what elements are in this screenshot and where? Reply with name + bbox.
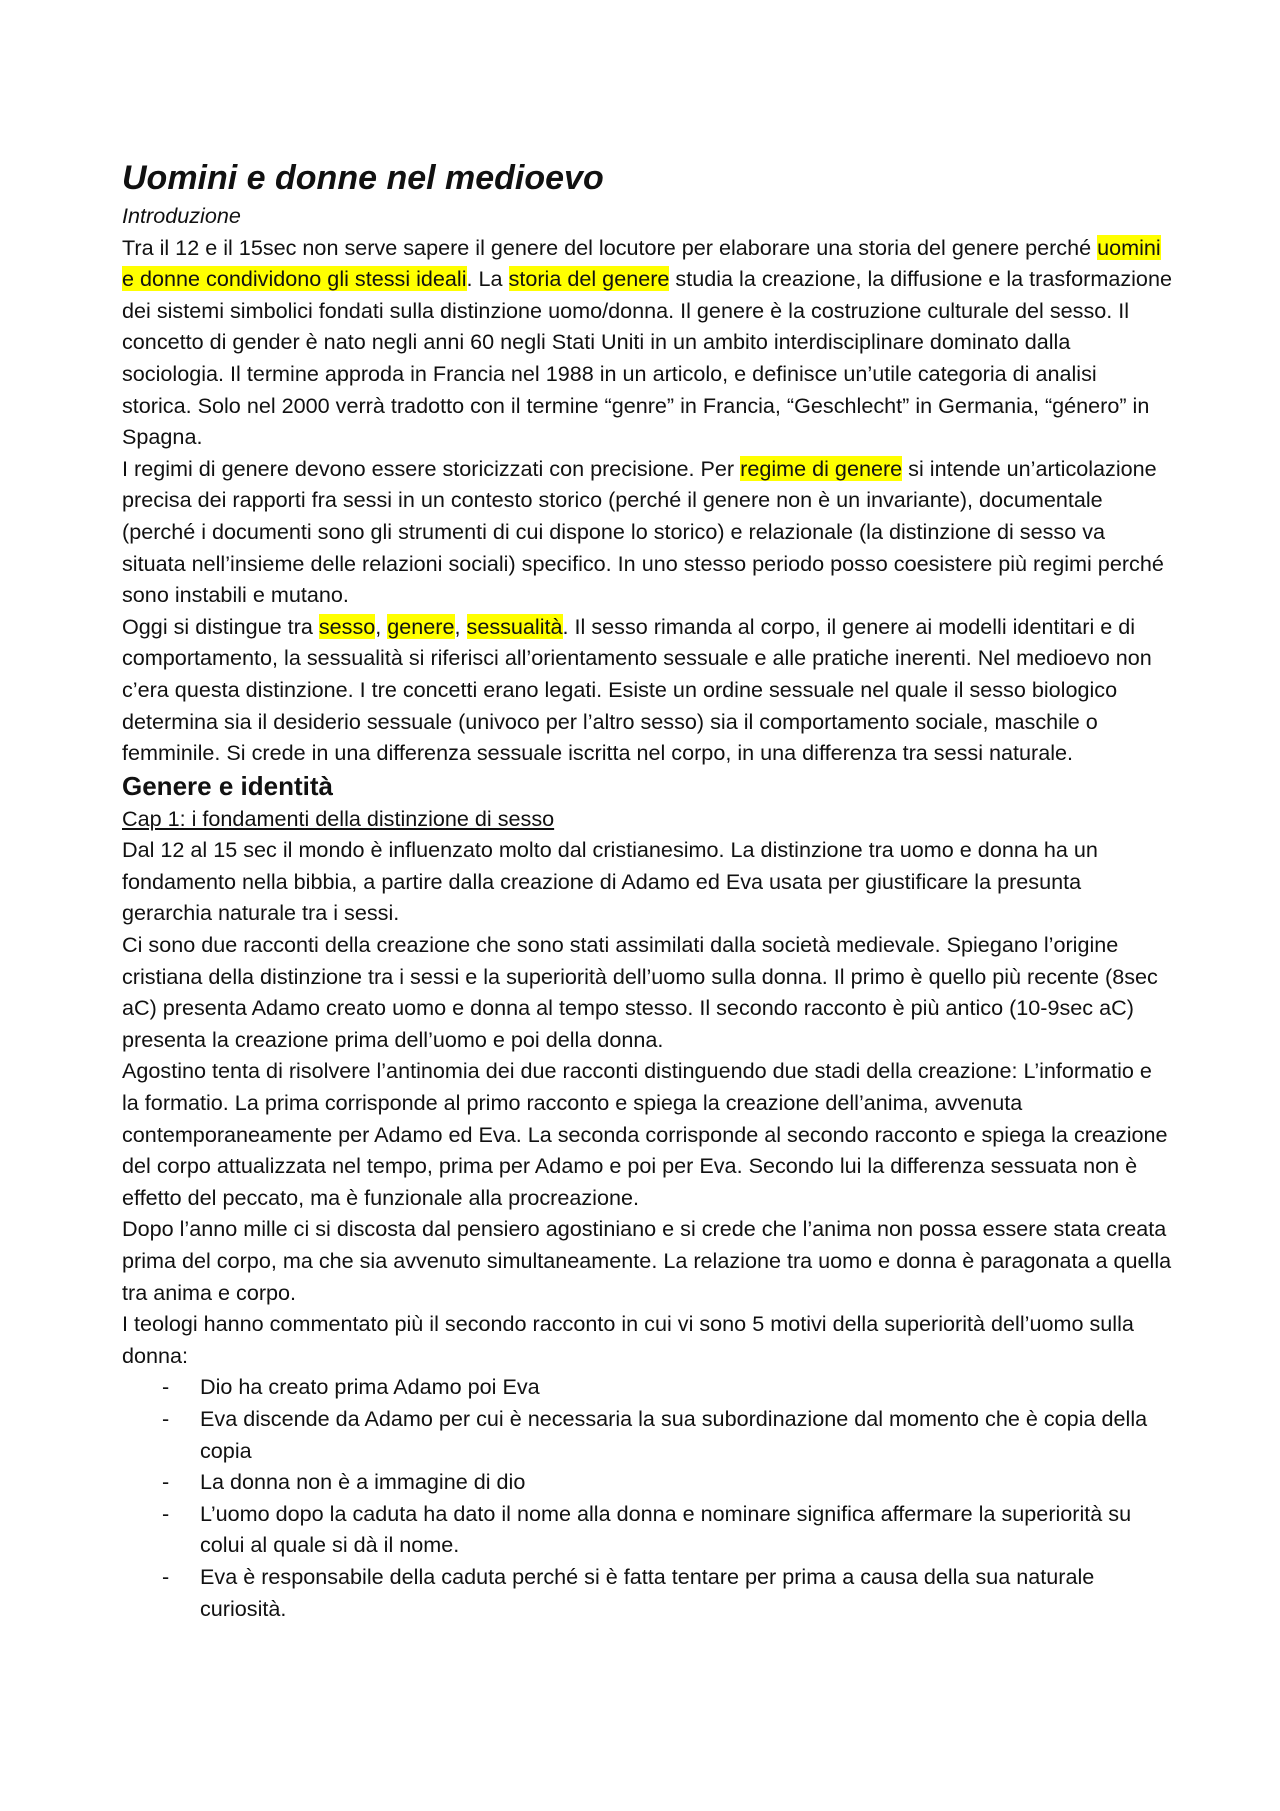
list-item: - Dio ha creato prima Adamo poi Eva: [122, 1371, 1172, 1403]
intro-paragraph-2: [122, 453, 1172, 611]
superiority-list: [122, 1371, 1172, 1624]
highlight-regime-di-genere: regime di genere: [740, 455, 903, 481]
document-page: [122, 156, 1172, 1624]
section-paragraph-3: Agostino tenta di risolvere l’antinomia dei due racconti distinguendo due stadi della creazione: L’informatio e la formatio. La prima corrisponde al primo racconto e spiega la creazione dell’anima, avvenuta contemporaneamente per Adamo ed Eva. La seconda corrisponde al secondo racconto e spiega la creazione del corpo attualizzata nel tempo, prima per Adamo e poi per Eva. Secondo lui la differenza sessuata non è effetto del peccato, ma è funzionale alla procreazione.: [122, 1058, 1168, 1210]
highlight-genere: genere: [387, 613, 455, 639]
text-run: ,: [375, 613, 388, 639]
list-item: - La donna non è a immagine di dio: [122, 1466, 1172, 1498]
text-run: ,: [454, 613, 467, 639]
section-paragraph-1: Dal 12 al 15 sec il mondo è influenzato molto dal cristianesimo. La distinzione tra uomo e donna ha un fondamento nella bibbia, a partire dalla creazione di Adamo ed Eva usata per giustificare la presunta gerarchia naturale tra i sessi.: [122, 837, 1098, 926]
text-run: Tra il 12 e il 15sec non serve sapere il genere del locutore per elaborare una storia del genere perché: [122, 234, 1098, 260]
highlight-ideali: uomini e donne condividono gli stessi ideali: [122, 234, 1161, 292]
intro-paragraph-3: [122, 611, 1172, 769]
section-paragraph-5: I teologi hanno commentato più il secondo racconto in cui vi sono 5 motivi della superiorità dell’uomo sulla donna:: [122, 1311, 1134, 1368]
intro-paragraph-1: [122, 232, 1172, 453]
section-paragraph-2: Ci sono due racconti della creazione che sono stati assimilati dalla società medievale. Spiegano l’origine cristiana della distinzione tra i sessi e la superiorità dell’uomo sulla donna. Il primo è quello più recente (8sec aC) presenta Adamo creato uomo e donna al tempo stesso. Il secondo racconto è più antico (10-9sec aC) presenta la creazione prima dell’uomo e poi della donna.: [122, 932, 1158, 1052]
section-subtitle-introduzione: Introduzione: [122, 203, 241, 228]
text-run: Oggi si distingue tra: [122, 613, 319, 639]
text-run: . Il sesso rimanda al corpo, il genere ai modelli identitari e di comportamento, la sessualità si riferisci all’orientamento sessuale e alle pratiche inerenti. Nel medioevo non c’era questa distinzione. I tre concetti erano legati. Esiste un ordine sessuale nel quale il sesso biologico determina sia il desiderio sessuale (univoco per l’altro sesso) sia il comportamento sociale, maschile o femminile. Si crede in una differenza sessuale iscritta nel corpo, in una differenza tra sessi naturale.: [122, 613, 1152, 766]
list-item: - Eva è responsabile della caduta perché si è fatta tentare per prima a causa della sua naturale curiosità.: [122, 1561, 1172, 1624]
chapter-heading: Cap 1: i fondamenti della distinzione di sesso: [122, 805, 555, 831]
text-run: si intende un’articolazione precisa dei rapporti fra sessi in un contesto storico (perché il genere non è un invariante), documentale (perché i documenti sono gli strumenti di cui dispone lo storico) e relazionale (la distinzione di sesso va situata nell’insieme delle relazioni sociali) specifico. In uno stesso periodo posso coesistere più regimi perché sono instabili e mutano.: [122, 455, 1164, 608]
highlight-storia-del-genere: storia del genere: [508, 266, 670, 292]
text-run: I regimi di genere devono essere storicizzati con precisione. Per: [122, 455, 741, 481]
highlight-sesso: sesso: [318, 613, 376, 639]
list-item: - L’uomo dopo la caduta ha dato il nome alla donna e nominare significa affermare la superiorità su colui al quale si dà il nome.: [122, 1498, 1172, 1561]
list-item: - Eva discende da Adamo per cui è necessaria la sua subordinazione dal momento che è copia della copia: [122, 1403, 1172, 1466]
text-run: . La: [466, 266, 509, 292]
text-run: studia la creazione, la diffusione e la trasformazione dei sistemi simbolici fondati sulla distinzione uomo/donna. Il genere è la costruzione culturale del sesso. Il concetto di gender è nato negli anni 60 negli Stati Uniti in un ambito interdisciplinare dominato dalla sociologia. Il termine approda in Francia nel 1988 in un articolo, e definisce un’utile categoria di analisi storica. Solo nel 2000 verrà tradotto con il termine “genre” in Francia, “Geschlecht” in Germania, “género” in Spagna.: [122, 266, 1172, 450]
section-paragraph-4: Dopo l’anno mille ci si discosta dal pensiero agostiniano e si crede che l’anima non possa essere stata creata prima del corpo, ma che sia avvenuto simultaneamente. La relazione tra uomo e donna è paragonata a quella tra anima e corpo.: [122, 1216, 1172, 1305]
highlight-sessualita: sessualità: [466, 613, 563, 639]
document-title: Uomini e donne nel medioevo: [122, 159, 604, 197]
section-heading: Genere e identità: [122, 770, 333, 801]
